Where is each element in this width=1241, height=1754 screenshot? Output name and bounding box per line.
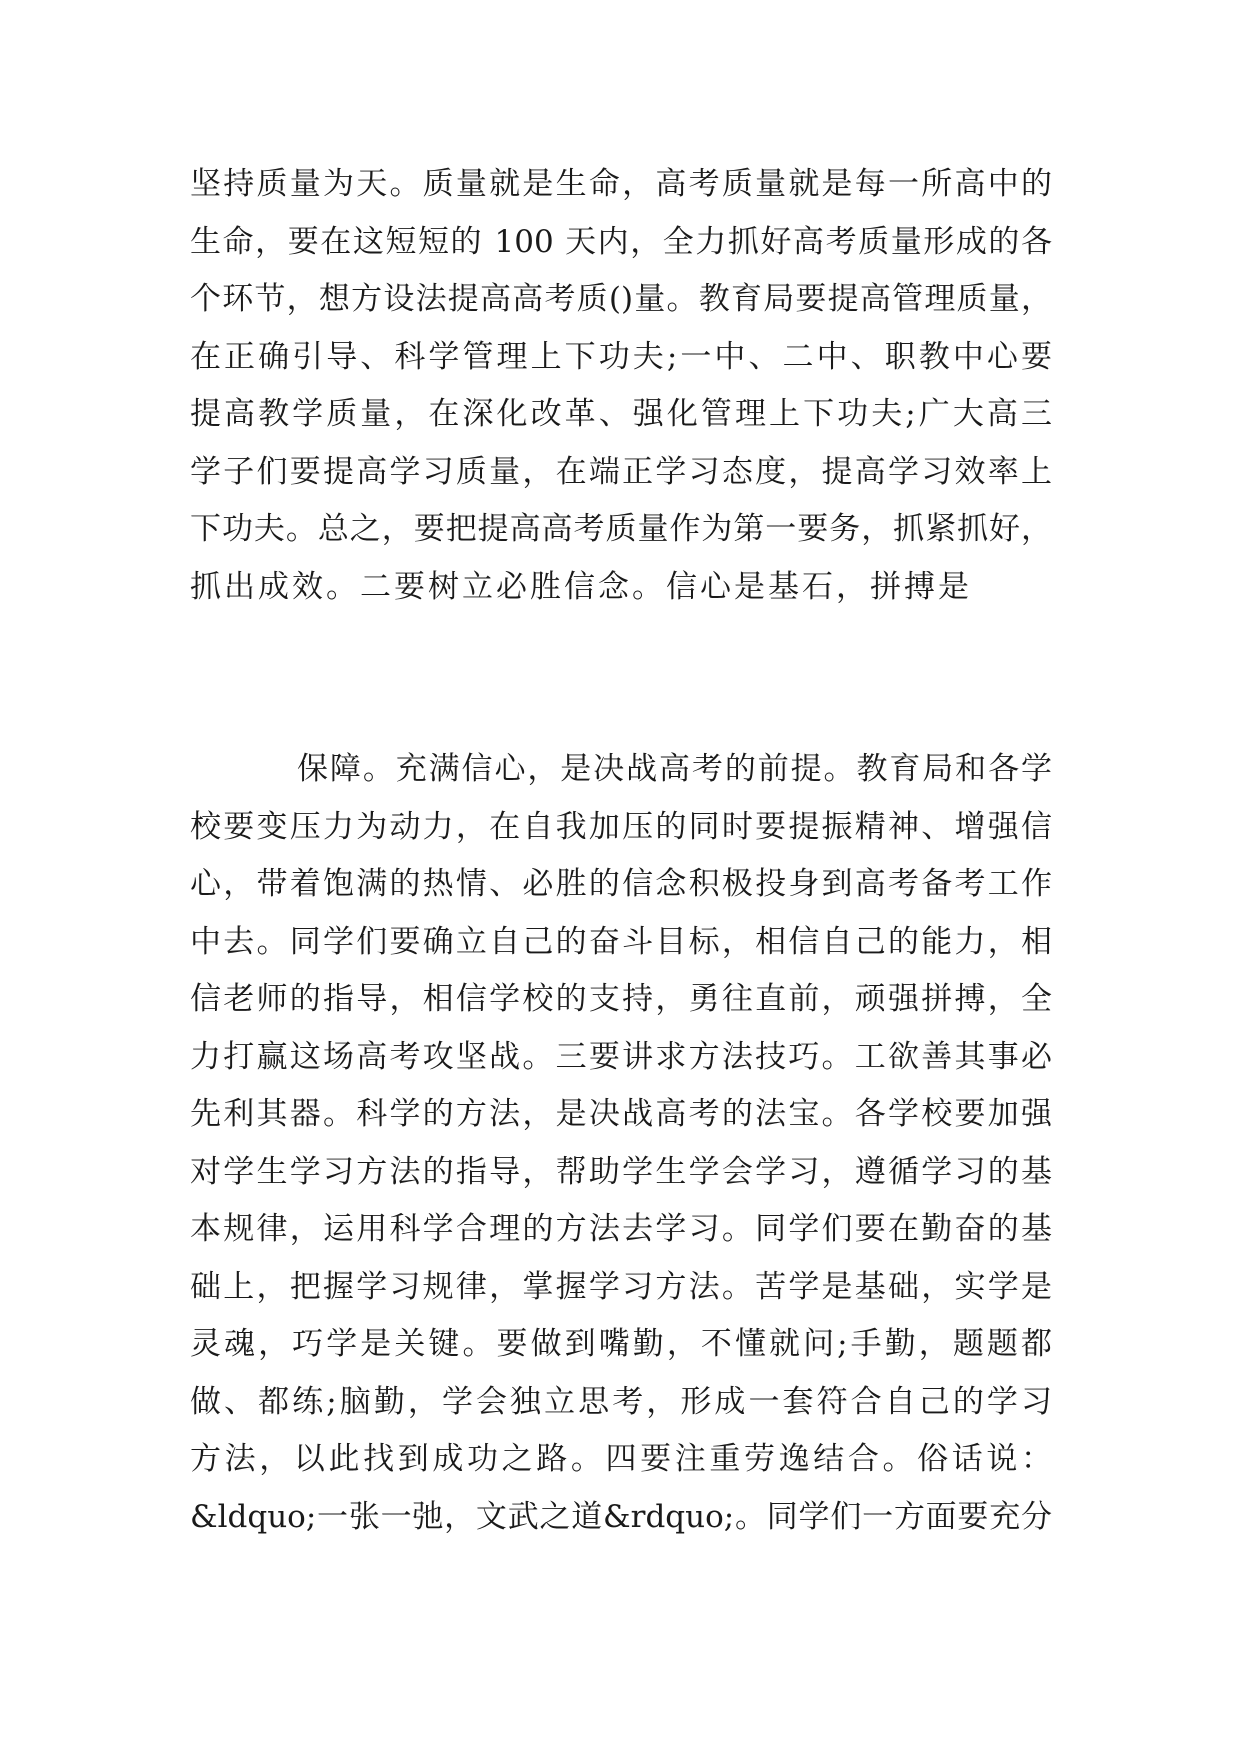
text-line: 学子们要提高学习质量，在端正学习态度，提高学习效率上 <box>190 454 1052 490</box>
text-line: 灵魂，巧学是关键。要做到嘴勤，不懂就问;手勤，题题都 <box>190 1326 1052 1362</box>
text-line: 保障。充满信心，是决战高考的前提。教育局和各学 <box>297 751 1052 787</box>
text-line: 生命，要在这短短的 100 天内，全力抓好高考质量形成的各 <box>190 224 1052 260</box>
text-line: 做、都练;脑勤，学会独立思考，形成一套符合自己的学习 <box>190 1384 1052 1420</box>
text-line: 础上，把握学习规律，掌握学习方法。苦学是基础，实学是 <box>190 1269 1052 1305</box>
text-line: 力打赢这场高考攻坚战。三要讲求方法技巧。工欲善其事必 <box>190 1039 1052 1075</box>
text-line: 方法，以此找到成功之路。四要注重劳逸结合。俗话说： <box>190 1441 1052 1477</box>
text-line: 中去。同学们要确立自己的奋斗目标，相信自己的能力，相 <box>190 924 1052 960</box>
text-line: 抓出成效。二要树立必胜信念。信心是基石，拼搏是 <box>190 569 972 605</box>
text-line: 先利其器。科学的方法，是决战高考的法宝。各学校要加强 <box>190 1096 1052 1132</box>
text-line: 个环节，想方设法提高高考质()量。教育局要提高管理质量， <box>190 281 1052 317</box>
text-line: 下功夫。总之，要把提高高考质量作为第一要务，抓紧抓好， <box>190 511 1052 547</box>
text-line: 心，带着饱满的热情、必胜的信念积极投身到高考备考工作 <box>190 866 1052 902</box>
text-line: 在正确引导、科学管理上下功夫;一中、二中、职教中心要 <box>190 339 1052 375</box>
text-line: &ldquo;一张一弛，文武之道&rdquo;。同学们一方面要充分 <box>190 1499 1052 1535</box>
text-line: 提高教学质量，在深化改革、强化管理上下功夫;广大高三 <box>190 396 1052 432</box>
text-line: 本规律，运用科学合理的方法去学习。同学们要在勤奋的基 <box>190 1211 1052 1247</box>
text-line: 校要变压力为动力，在自我加压的同时要提振精神、增强信 <box>190 809 1052 845</box>
text-line: 坚持质量为天。质量就是生命，高考质量就是每一所高中的 <box>190 166 1052 202</box>
text-line: 信老师的指导，相信学校的支持，勇往直前，顽强拼搏，全 <box>190 981 1052 1017</box>
text-line: 对学生学习方法的指导，帮助学生学会学习，遵循学习的基 <box>190 1154 1052 1190</box>
